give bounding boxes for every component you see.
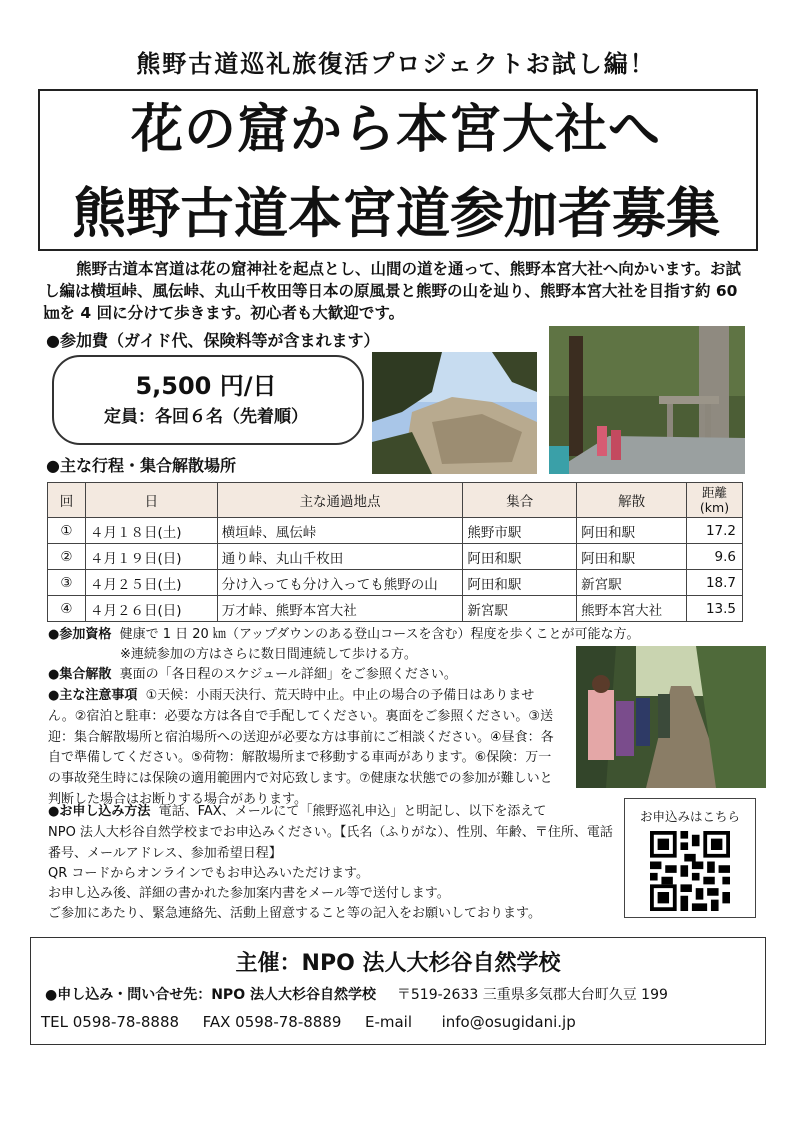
notes-label: ●主な注意事項: [48, 688, 138, 703]
fee-label: ●参加費（ガイド代、保険料等が含まれます）: [46, 331, 380, 350]
photo-hikers-image: [576, 646, 766, 788]
cell-meet: 阿田和駅: [463, 570, 577, 596]
price: 5,500 円/日: [135, 372, 277, 400]
qr-label: お申込みはこちら: [639, 809, 740, 824]
apply-heading: [48, 802, 618, 823]
organizer-box: [30, 937, 766, 1045]
organizer-address: 〒519-2633 三重県多気郡大台町久豆 199: [396, 987, 668, 1003]
contact-line: [45, 984, 668, 1004]
itinerary-label: ●主な行程・集合解散場所: [46, 456, 236, 475]
qualification-text: 健康で 1 日 20 ㎞（アップダウンのある登山コースを含む）程度を歩くことが可能な方。: [119, 627, 640, 642]
header-date: 日: [85, 483, 217, 518]
cell-meet: 新宮駅: [463, 596, 577, 622]
table-row: [48, 596, 743, 622]
cell-route: 分け入っても分け入っても熊野の山: [217, 570, 463, 596]
table-header-row: [48, 483, 743, 518]
photo-shrine: [549, 326, 745, 474]
organizer-tel: TEL 0598-78-8888: [41, 1013, 180, 1031]
cell-end: 熊野本宮大社: [577, 596, 687, 622]
cell-route: 通り峠、丸山千枚田: [217, 544, 463, 570]
meeting: [48, 665, 588, 686]
cell-km: 17.2: [687, 518, 743, 544]
meeting-text: 裏面の「各日程のスケジュール詳細」をご参照ください。: [119, 667, 457, 682]
header-end: 解散: [577, 483, 687, 518]
apply-label: ●お申し込み方法: [48, 804, 151, 819]
cell-end: 新宮駅: [577, 570, 687, 596]
qr-code-icon[interactable]: [650, 831, 730, 911]
capacity: 定員：各回６名（先着順）: [104, 407, 308, 427]
cell-km: 18.7: [687, 570, 743, 596]
cell-no: ②: [48, 544, 86, 570]
header-no: 回: [48, 483, 86, 518]
title-line-1: 花の窟から本宮大社へ: [130, 99, 661, 160]
notes: [48, 686, 558, 811]
photo-hikers: [576, 646, 766, 788]
table-row: [48, 518, 743, 544]
cell-meet: 阿田和駅: [463, 544, 577, 570]
title-line-2: 熊野古道本宮道参加者募集: [72, 181, 720, 245]
organizer-email[interactable]: info@osugidani.jp: [441, 1013, 576, 1031]
apply-text-3: QR コードからオンラインでもお申込みいただけます。: [48, 866, 369, 881]
apply-text-4: お申し込み後、詳細の書かれた参加案内書をメール等で送付します。: [48, 886, 450, 901]
intro-text: 熊野古道本宮道は花の窟神社を起点とし、山間の道を通って、熊野本宮大社へ向かいます。お試し編は横垣峠、風伝峠、丸山千枚田等日本の原風景と熊野の山を辿り、熊野本宮大社を目指す約 60 ㎞を 4 回に分けて歩きます。初心者も大歓迎です。: [44, 260, 741, 322]
apply-text-2: NPO 法人大杉谷自然学校までお申込みください。【氏名（ふりがな）、性別、年齢、〒住所、電話番号、メールアドレス、参加希望日程】: [48, 825, 613, 861]
photo-cliff: [372, 352, 537, 474]
organizer-fax: FAX 0598-78-8889: [202, 1013, 342, 1031]
meeting-label: ●集合解散: [48, 667, 112, 682]
organizer-email-label: E-mail: [364, 1013, 413, 1031]
schedule-table: [47, 482, 743, 622]
header-distance-unit: (km): [699, 500, 730, 515]
cell-route: 横垣峠、風伝峠: [217, 518, 463, 544]
qualification-label: ●参加資格: [48, 627, 112, 642]
contact-label: ●申し込み・問い合せ先：NPO 法人大杉谷自然学校: [45, 987, 376, 1003]
apply-text-5: ご参加にあたり、緊急連絡先、活動上留意すること等の記入をお願いしております。: [48, 906, 541, 921]
subtitle: 熊野古道巡礼旅復活プロジェクトお試し編！: [136, 49, 656, 78]
cell-meet: 熊野市駅: [463, 518, 577, 544]
organizer-title: 主催：NPO 法人大杉谷自然学校: [235, 951, 561, 976]
header-distance: [687, 483, 743, 518]
header-route: 主な通過地点: [217, 483, 463, 518]
cell-km: 13.5: [687, 596, 743, 622]
cell-route: 万才峠、熊野本宮大社: [217, 596, 463, 622]
photo-shrine-image: [549, 326, 745, 474]
qualification: [48, 625, 748, 646]
cell-no: ③: [48, 570, 86, 596]
cell-date: ４月１８日(土): [85, 518, 217, 544]
cell-end: 阿田和駅: [577, 518, 687, 544]
cell-date: ４月２５日(土): [85, 570, 217, 596]
contact-numbers: [41, 1013, 576, 1031]
header-meet: 集合: [463, 483, 577, 518]
table-row: [48, 570, 743, 596]
cell-km: 9.6: [687, 544, 743, 570]
apply-text-1: 電話、FAX、メールにて「熊野巡礼申込」と明記し、以下を添えて: [158, 804, 547, 819]
table-row: [48, 544, 743, 570]
cell-no: ④: [48, 596, 86, 622]
photo-cliff-image: [372, 352, 537, 474]
header-distance-label: 距離: [701, 485, 727, 500]
notes-text: ①天候：小雨天決行、荒天時中止。中止の場合の予備日はありません。②宿泊と駐車：必要な方は各自で手配してください。裏面をご参照ください。③送迎：集合解散場所と宿泊場所への送迎が必要な方は事前にご相談ください。④昼食：各自で準備してください。⑤荷物：解散場所まで移動する車両があります。⑥保険：万一の事故発生時には保険の適用範囲内で対応致します。⑦健康な状態での参加が難しいと判断した場合はお断りする場合があります。: [48, 688, 554, 807]
cell-no: ①: [48, 518, 86, 544]
cell-date: ４月２６日(日): [85, 596, 217, 622]
qr-box: [624, 798, 756, 918]
cell-date: ４月１９日(日): [85, 544, 217, 570]
qualification-note: ※連続参加の方はさらに数日間連続して歩ける方。: [120, 647, 417, 662]
intro-paragraph: [44, 258, 754, 324]
cell-end: 阿田和駅: [577, 544, 687, 570]
